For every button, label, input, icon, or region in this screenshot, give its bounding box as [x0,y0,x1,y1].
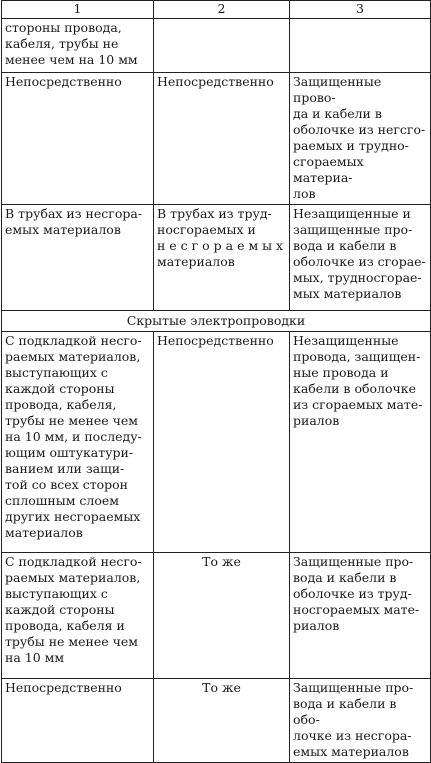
section-row [2,311,431,332]
table-row [2,73,431,205]
requirements-table [1,0,431,763]
table-cell: Непосредственно [154,73,290,205]
table-cell: Защищенные про- вода и кабели в оболочке из труд- носгораемых мате- риалов [290,553,431,679]
table-cell: Незащищенные и защищенные про- вода и кабели в оболочке из сгорае- мых, трудносгорае- мых материалов [290,205,431,311]
column-header-1: 1 [2,1,154,19]
table-row [2,553,431,679]
column-header-3: 3 [290,1,431,19]
table-cell: Непосредственно [2,679,154,763]
table-row [2,205,431,311]
section-title: Скрытые электропроводки [2,311,431,332]
table-cell: С подкладкой несго- раемых материалов, выступающих с каждой стороны провода, кабеля, трубы не менее чем на 10 мм, и последу- ющим оштукатури- ванием или защи- той со всех сторон сплошным слоем других несгораемых материалов [2,332,154,553]
table-cell: С подкладкой несго- раемых материалов, выступающих с каждой стороны провода, кабеля и трубы не менее чем на 10 мм [2,553,154,679]
table-cell: стороны провода, кабеля, трубы не менее чем на 10 мм [2,19,154,73]
table-cell: То же [154,553,290,679]
table-row [2,332,431,553]
table-cell: Незащищенные провода, защищен- ные провода и кабели в оболочке из сгораемых мате- риалов [290,332,431,553]
table-cell: Непосредственно [2,73,154,205]
table-row [2,19,431,73]
table-cell: Защищенные прово- да и кабели в оболочке из негсго- раемых и трудно- сгораемых материа- лов [290,73,431,205]
header-row [2,1,431,19]
table-cell: В трубах из несгора- емых материалов [2,205,154,311]
table-cell [290,19,431,73]
column-header-2: 2 [154,1,290,19]
table-row [2,679,431,763]
table-cell: То же [154,679,290,763]
table-cell: Непосредственно [154,332,290,553]
table-cell [154,19,290,73]
table-cell: В трубах из труд- носгораемых и н е с г о р а е м ы х материалов [154,205,290,311]
table-cell: Защищенные про- вода и кабели в обо- лочке из несгора- емых материалов [290,679,431,763]
